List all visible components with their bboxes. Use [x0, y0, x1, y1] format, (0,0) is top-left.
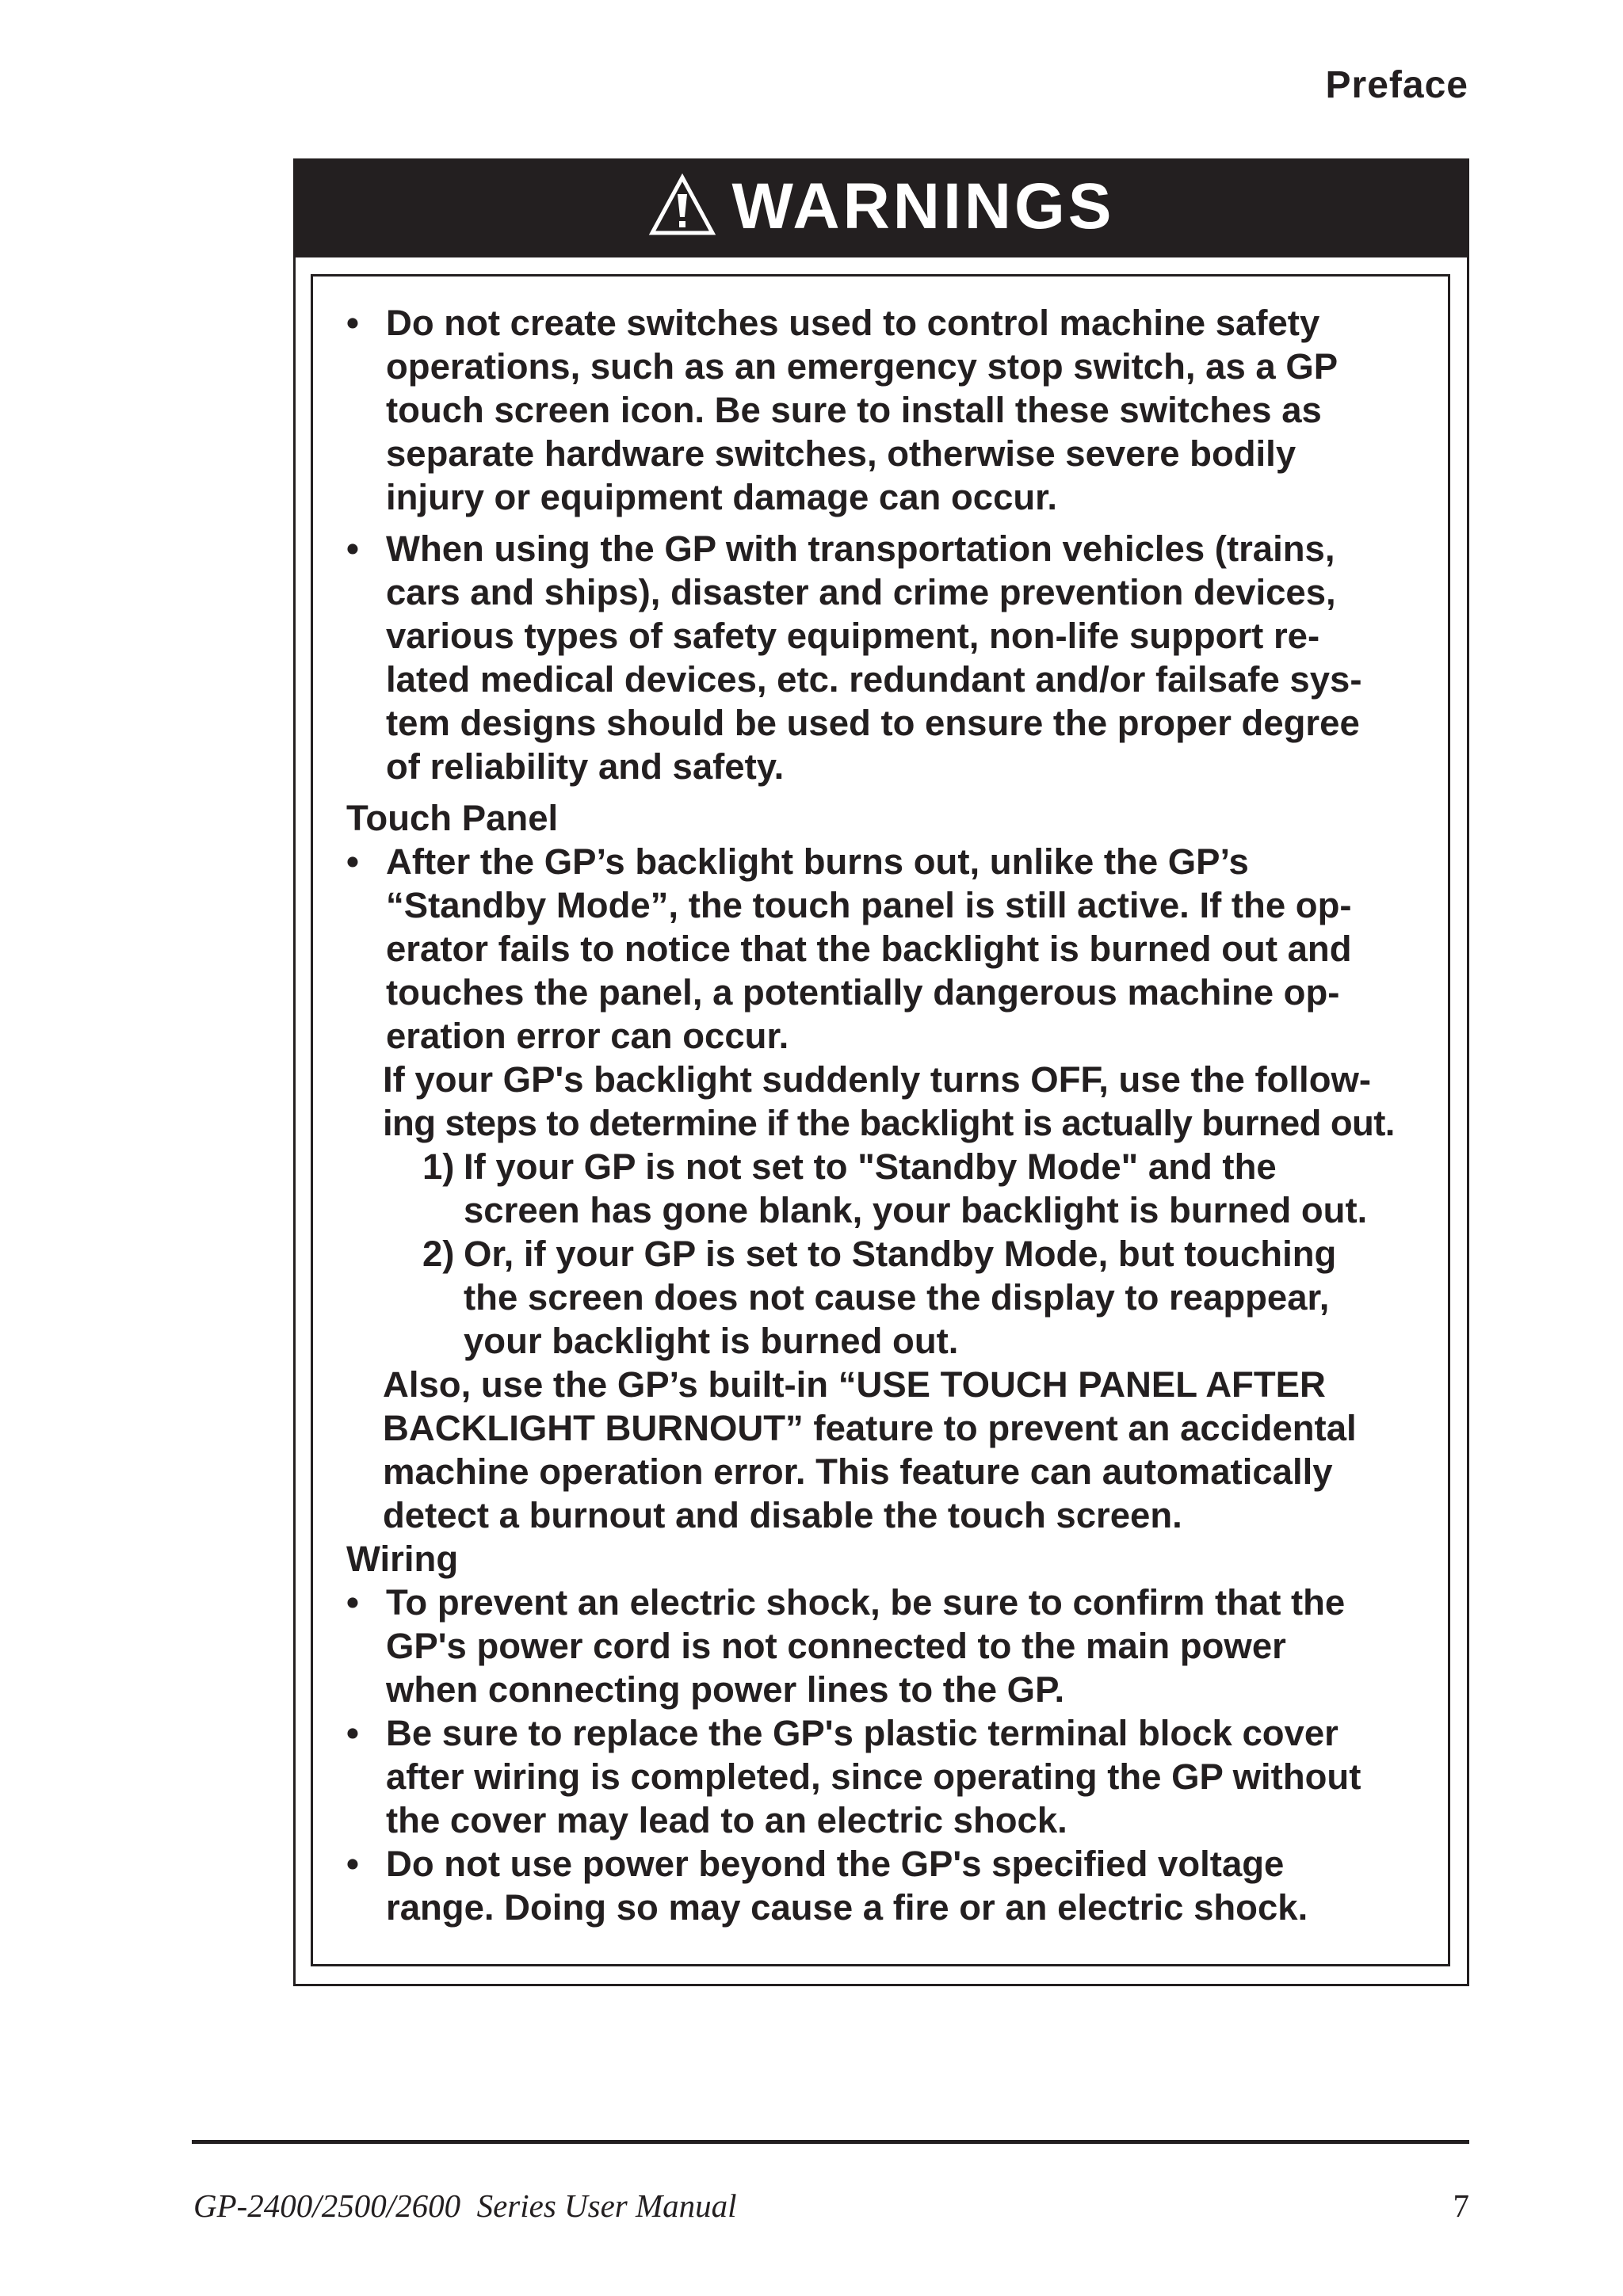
bullet-glyph: •	[346, 303, 359, 343]
paragraph-line: Also, use the GP’s built-in “USE TOUCH PANEL AFTER	[383, 1364, 1326, 1405]
step-line: the screen does not cause the display to reappear,	[464, 1277, 1330, 1318]
paragraph-line: If your GP's backlight suddenly turns OFF, use the follow-	[383, 1059, 1372, 1100]
bullet-glyph: •	[346, 1713, 359, 1753]
step-number: 1)	[422, 1146, 455, 1187]
warning-line: When using the GP with transportation vehicles (trains,	[386, 528, 1335, 569]
warning-item	[346, 527, 1444, 788]
warning-item	[346, 301, 1444, 519]
step-number: 2)	[422, 1234, 455, 1274]
warning-line: Be sure to replace the GP's plastic terminal block cover	[386, 1713, 1338, 1753]
warning-triangle-icon	[648, 174, 716, 237]
warning-line: separate hardware switches, otherwise severe bodily	[386, 433, 1296, 474]
step-line: screen has gone blank, your backlight is burned out.	[464, 1190, 1368, 1230]
warning-item	[346, 1711, 1444, 1842]
step-line: If your GP is not set to "Standby Mode" and the	[464, 1146, 1277, 1187]
bullet-glyph: •	[346, 841, 359, 882]
footer-rule	[192, 2140, 1469, 2144]
warnings-header	[293, 158, 1469, 255]
bullet-glyph: •	[346, 1844, 359, 1884]
warning-line: the cover may lead to an electric shock.	[386, 1800, 1067, 1840]
backlight-check-intro	[346, 1058, 1444, 1145]
warning-line: eration error can occur.	[386, 1016, 789, 1056]
warning-line: when connecting power lines to the GP.	[386, 1669, 1065, 1710]
warning-item	[346, 1842, 1444, 1929]
paragraph-line: detect a burnout and disable the touch screen.	[383, 1495, 1182, 1535]
warning-line: touch screen icon. Be sure to install these switches as	[386, 390, 1322, 430]
warning-item	[346, 1581, 1444, 1711]
page-number: 7	[1453, 2187, 1469, 2224]
step-line: Or, if your GP is set to Standby Mode, but touching	[464, 1234, 1337, 1274]
bullet-glyph: •	[346, 528, 359, 569]
warning-item	[346, 840, 1444, 1058]
warning-line: Do not use power beyond the GP's specified voltage	[386, 1844, 1285, 1884]
paragraph-line: ing steps to determine if the backlight is actually burned out.	[383, 1103, 1395, 1143]
warning-line: after wiring is completed, since operating the GP without	[386, 1756, 1361, 1797]
warning-line: operations, such as an emergency stop switch, as a GP	[386, 346, 1338, 387]
warning-line: of reliability and safety.	[386, 746, 785, 787]
warning-line: various types of safety equipment, non-life support re-	[386, 616, 1320, 656]
wiring-heading: Wiring	[346, 1539, 459, 1579]
warning-line: tem designs should be used to ensure the proper degree	[386, 703, 1360, 743]
paragraph-line: BACKLIGHT BURNOUT” feature to prevent an accidental	[383, 1408, 1357, 1448]
burnout-feature-paragraph	[346, 1363, 1444, 1537]
warning-line: After the GP’s backlight burns out, unlike the GP’s	[386, 841, 1249, 882]
warning-line: erator fails to notice that the backlight is burned out and	[386, 929, 1352, 969]
warning-line: To prevent an electric shock, be sure to confirm that the	[386, 1582, 1346, 1623]
warning-line: Do not create switches used to control machine safety	[386, 303, 1320, 343]
paragraph-line: machine operation error. This feature can automatically	[383, 1451, 1333, 1492]
touch-panel-heading: Touch Panel	[346, 798, 559, 838]
warning-line: injury or equipment damage can occur.	[386, 477, 1058, 517]
warning-line: touches the panel, a potentially dangerous machine op-	[386, 972, 1340, 1013]
backlight-step	[346, 1232, 1444, 1363]
backlight-step	[346, 1145, 1444, 1232]
warnings-content	[346, 301, 1444, 1929]
warning-line: GP's power cord is not connected to the main power	[386, 1626, 1286, 1666]
bullet-glyph: •	[346, 1582, 359, 1623]
warnings-title: WARNINGS	[731, 170, 1115, 242]
warning-line: range. Doing so may cause a fire or an electric shock.	[386, 1887, 1308, 1928]
warning-line: “Standby Mode”, the touch panel is still active. If the op-	[386, 885, 1352, 925]
warning-line: lated medical devices, etc. redundant and/or failsafe sys-	[386, 659, 1362, 700]
manual-title: GP-2400/2500/2600 Series User Manual	[193, 2187, 737, 2224]
warning-line: cars and ships), disaster and crime prevention devices,	[386, 572, 1336, 612]
step-line: your backlight is burned out.	[464, 1321, 959, 1361]
section-title: Preface	[1325, 64, 1468, 106]
